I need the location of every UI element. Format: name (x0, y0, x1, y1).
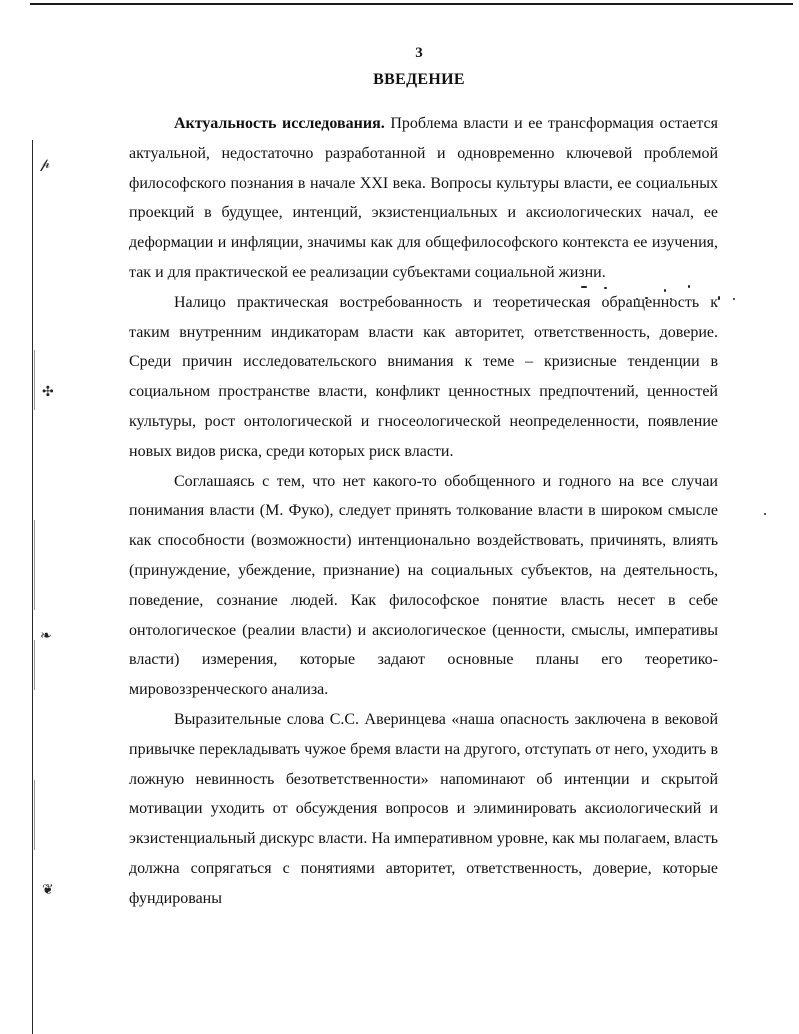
scan-speck (733, 298, 735, 300)
paragraph-averintsev (129, 705, 718, 914)
paragraph-text: Налицо практическая востребованность и теоретическая обращенность к таким внутренним индикаторам власти как авторитет, ответственность, доверие. Среди причин исследовательского внимания к теме – кризисные тенденции в социальном пространстве власти, конфликт ценностных предпочтений, ценностей культуры, рост онтологической и гносеологической неопределенности, появление новых видов риска, среди которых риск власти. (129, 293, 718, 460)
binding-hole-mark-icon: ❦ (42, 883, 54, 898)
scan-faint-mark (34, 520, 35, 610)
page-title: ВВЕДЕНИЕ (373, 71, 465, 88)
binding-hole-mark-icon: ❧ (40, 629, 52, 644)
binding-hole-mark-icon: ✣ (42, 385, 54, 400)
paragraph-text: Соглашаясь с тем, что нет какого-то обобщенного и годного на все случаи понимания власти (М. Фуко), следует принять толкование власти в широком смысле как способности (возможности) интенционально воздействовать, причинять, влиять (принуждение, убеждение, признание) на социальных субъектов, на деятельность, поведение, сознание людей. Как философское понятие власть несет в себе онтологическое (реалии власти) и аксиологическое (ценности, смыслы, императивы власти) измерения, которые задают основные планы его теоретико-мировоззренческого анализа. (129, 472, 718, 699)
binding-hole-mark-icon: 𝓅 (40, 157, 50, 172)
paragraph-lead: Актуальность исследования. (174, 115, 385, 132)
paragraph-definition (129, 467, 718, 705)
paragraph-relevance (129, 109, 718, 288)
scan-faint-mark (34, 780, 35, 850)
paragraph-text: Выразительные слова С.С. Аверинцева «наша опасность заключена в вековой привычке перекладывать чужое бремя власти на другого, отступать от него, уходить в ложную невинность безответственности» напоминают об интенции и скрытой мотивации уходить от обсуждения вопросов и элиминировать аксиологический и экзистенциальный дискурс власти. На императивном уровне, как мы полагаем, власть должна сопрягаться с понятиями авторитет, ответственность, доверие, которые фундированы (129, 710, 718, 907)
paragraph-demand (129, 288, 718, 467)
scan-faint-mark (34, 640, 35, 690)
scan-left-edge-line (32, 140, 33, 1034)
scan-faint-mark (34, 350, 35, 410)
paragraph-text: Проблема власти и ее трансформация остается актуальной, недостаточно разработанной и одновременно ключевой проблемой философского познания в начале XXI века. Вопросы культуры власти, ее социальных проекций в будущее, интенций, экзистенциальных и аксиологических начал, ее деформации и инфляции, значимы как для общефилософского контекста ее изучения, так и для практической ее реализации субъектами социальной жизни. (129, 115, 718, 281)
body-text (129, 109, 718, 914)
scan-top-edge-line (30, 3, 793, 5)
page-number: 3 (415, 45, 423, 61)
scan-speck (718, 296, 720, 300)
scan-speck (764, 513, 766, 515)
